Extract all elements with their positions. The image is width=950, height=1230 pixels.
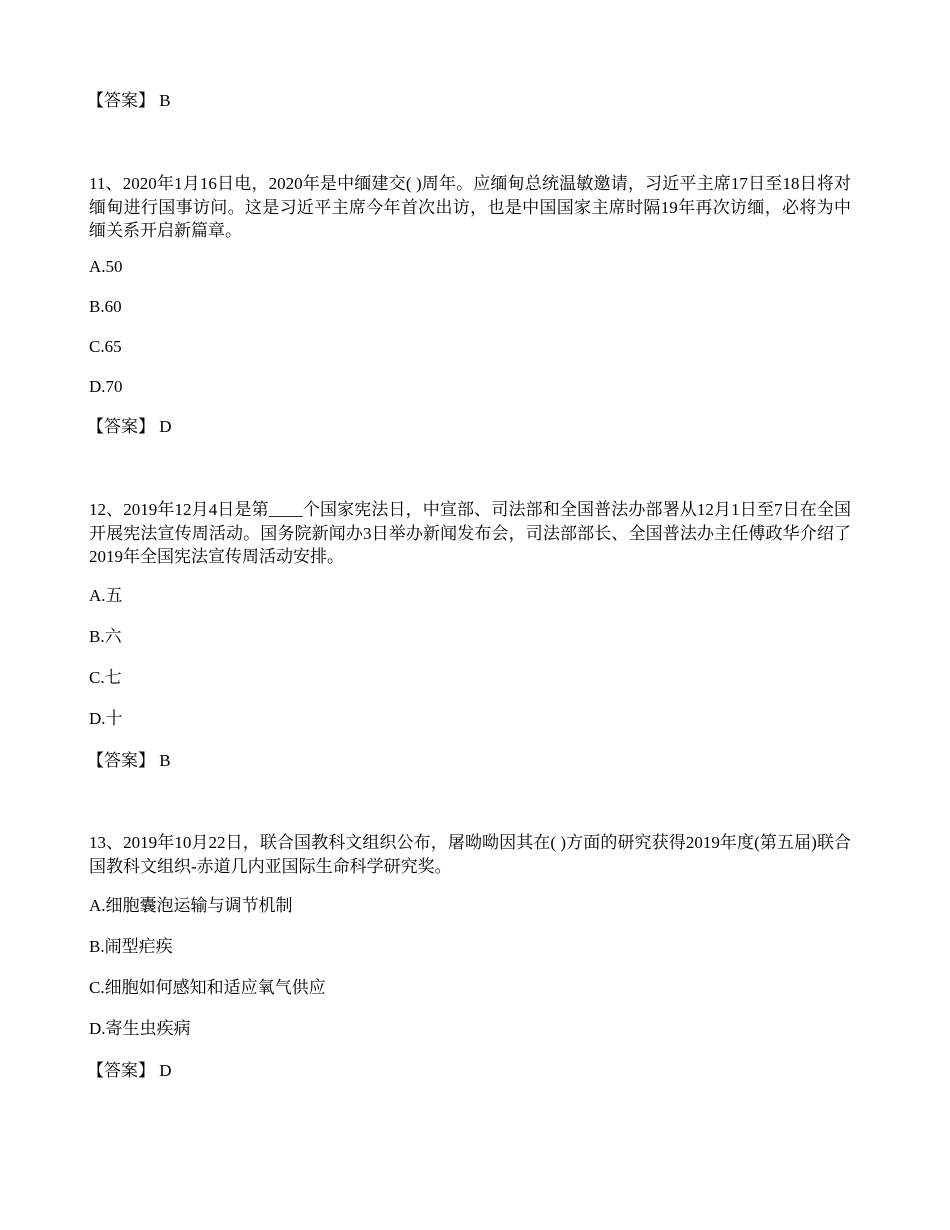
question-11-option-b: B.60 (89, 297, 122, 316)
question-12-option-a: A.五 (89, 586, 123, 605)
question-13-option-a: A.细胞囊泡运输与调节机制 (89, 896, 293, 915)
question-13-text: 13、2019年10月22日，联合国教科文组织公布，屠呦呦因其在( )方面的研究获得2019年度(第五届)联合国教科文组织-赤道几内亚国际生命科学研究奖。 (89, 833, 851, 876)
question-11-answer: 【答案】 D (87, 417, 172, 436)
question-12-option-d: D.十 (89, 709, 123, 728)
answer-line: 【答案】 B (87, 91, 171, 110)
question-13-answer: 【答案】 D (87, 1061, 172, 1080)
question-11-option-a: A.50 (89, 257, 123, 276)
question-12-option-c: C.七 (89, 668, 122, 687)
question-11-option-c: C.65 (89, 337, 122, 356)
question-12-text: 12、2019年12月4日是第____个国家宪法日，中宣部、司法部和全国普法办部署从12月1日至7日在全国开展宪法宣传周活动。国务院新闻办3日举办新闻发布会，司法部部长、全国普法办主任傅政华介绍了2019年全国宪法宣传周活动安排。 (89, 500, 851, 566)
question-11-text: 11、2020年1月16日电，2020年是中缅建交( )周年。应缅甸总统温敏邀请，习近平主席17日至18日将对缅甸进行国事访问。这是习近平主席今年首次出访，也是中国国家主席时隔19年再次访缅，必将为中缅关系开启新篇章。 (89, 174, 851, 240)
question-13-option-d: D.寄生虫疾病 (89, 1019, 191, 1038)
question-12-answer: 【答案】 B (87, 751, 171, 770)
question-11-option-d: D.70 (89, 377, 123, 396)
question-13-option-c: C.细胞如何感知和适应氧气供应 (89, 978, 326, 997)
question-12-option-b: B.六 (89, 627, 122, 646)
question-13-option-b: B.闹型疟疾 (89, 937, 173, 956)
